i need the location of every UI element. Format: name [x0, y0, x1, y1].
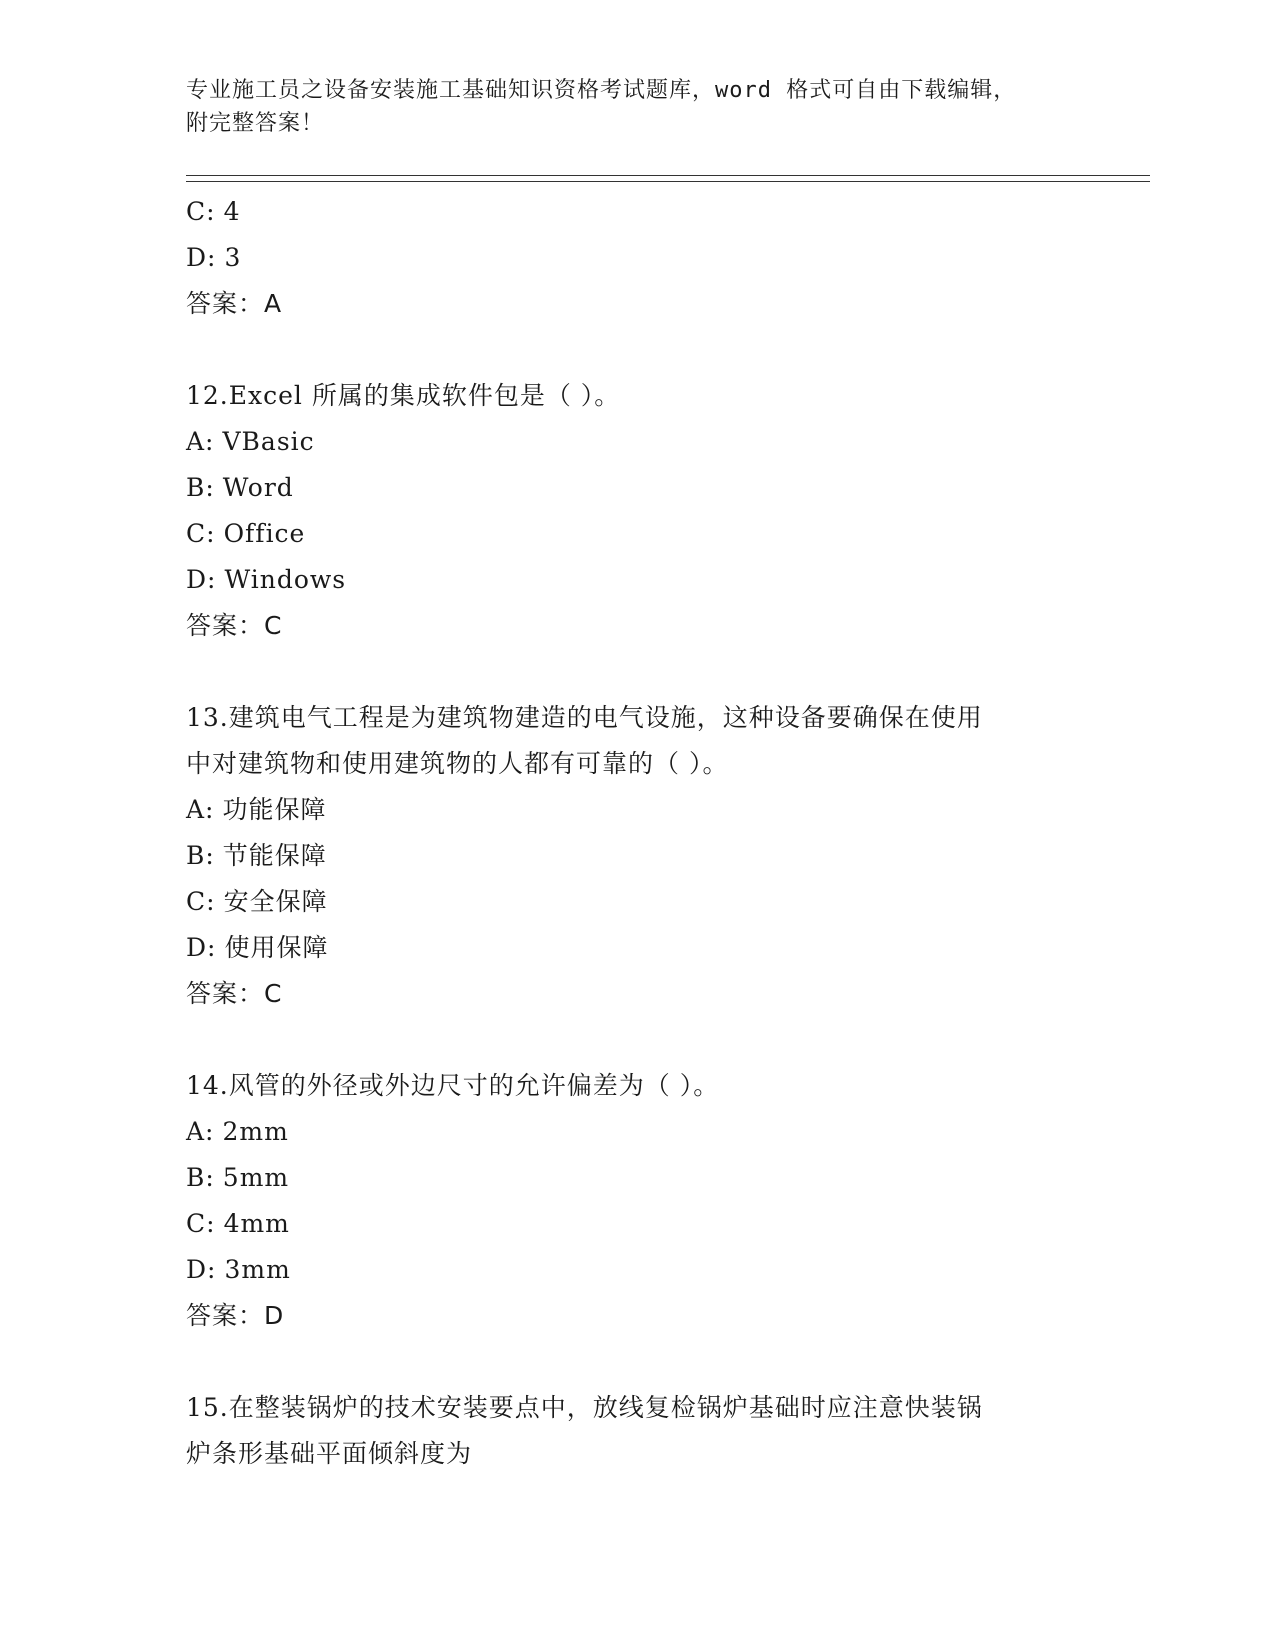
- option-text: Word: [222, 473, 294, 502]
- question-14: [186, 1063, 1106, 1339]
- option-label: B:: [186, 841, 215, 870]
- option-c: [186, 511, 1106, 557]
- option-label: D:: [186, 1255, 217, 1284]
- option-b: [186, 1155, 1106, 1201]
- option-label: C:: [186, 197, 216, 226]
- question-stem-line-2: 炉条形基础平面倾斜度为: [186, 1439, 473, 1468]
- header-line-1: 专业施工员之设备安装施工基础知识资格考试题库，word 格式可自由下载编辑，: [186, 78, 1017, 103]
- option-a: [186, 787, 1106, 833]
- option-text: 使用保障: [224, 933, 329, 962]
- option-text: 2mm: [222, 1117, 289, 1146]
- option-label: B:: [186, 473, 215, 502]
- option-text: 节能保障: [222, 841, 327, 870]
- option-d: [186, 925, 1106, 971]
- option-text: 3: [224, 243, 242, 272]
- question-stem-line-2: 中对建筑物和使用建筑物的人都有可靠的（ ）。: [186, 749, 729, 778]
- question-12: [186, 373, 1106, 649]
- answer-line: 答案：C: [186, 611, 283, 640]
- option-label: B:: [186, 1163, 215, 1192]
- option-a: [186, 1109, 1106, 1155]
- option-label: C:: [186, 887, 216, 916]
- option-label: C:: [186, 519, 216, 548]
- option-text: 4mm: [223, 1209, 290, 1238]
- option-text: Windows: [224, 565, 347, 594]
- option-text: 功能保障: [222, 795, 327, 824]
- option-b: [186, 465, 1106, 511]
- option-d: [186, 235, 1106, 281]
- question-stem: 14.风管的外径或外边尺寸的允许偏差为（ ）。: [186, 1071, 720, 1100]
- question-list: [186, 189, 1106, 1477]
- option-c: [186, 879, 1106, 925]
- option-label: D:: [186, 243, 217, 272]
- header-divider-top: [186, 175, 1150, 176]
- question-11: [186, 189, 1106, 327]
- answer-line: 答案：A: [186, 289, 283, 318]
- option-label: A:: [186, 427, 215, 456]
- option-b: [186, 833, 1106, 879]
- option-d: [186, 557, 1106, 603]
- question-stem: 12.Excel 所属的集成软件包是（ ）。: [186, 381, 621, 410]
- option-text: 5mm: [222, 1163, 290, 1192]
- option-c: [186, 189, 1106, 235]
- option-text: Office: [223, 519, 306, 548]
- option-label: A:: [186, 795, 215, 824]
- question-13: [186, 695, 1106, 1017]
- option-d: [186, 1247, 1106, 1293]
- option-text: VBasic: [222, 427, 315, 456]
- option-label: D:: [186, 565, 217, 594]
- option-label: A:: [186, 1117, 215, 1146]
- question-15: [186, 1385, 1106, 1477]
- header-line-2: 附完整答案！: [186, 111, 325, 136]
- document-header: [186, 74, 1086, 140]
- option-text: 4: [223, 197, 241, 226]
- option-label: D:: [186, 933, 217, 962]
- answer-line: 答案：C: [186, 979, 283, 1008]
- option-a: [186, 419, 1106, 465]
- question-stem-line-1: 13.建筑电气工程是为建筑物建造的电气设施，这种设备要确保在使用: [186, 703, 983, 732]
- question-stem-line-1: 15.在整装锅炉的技术安装要点中，放线复检锅炉基础时应注意快装锅: [186, 1393, 983, 1422]
- header-divider-bottom: [186, 181, 1150, 182]
- option-c: [186, 1201, 1106, 1247]
- option-label: C:: [186, 1209, 216, 1238]
- answer-line: 答案：D: [186, 1301, 285, 1330]
- option-text: 安全保障: [223, 887, 328, 916]
- option-text: 3mm: [224, 1255, 291, 1284]
